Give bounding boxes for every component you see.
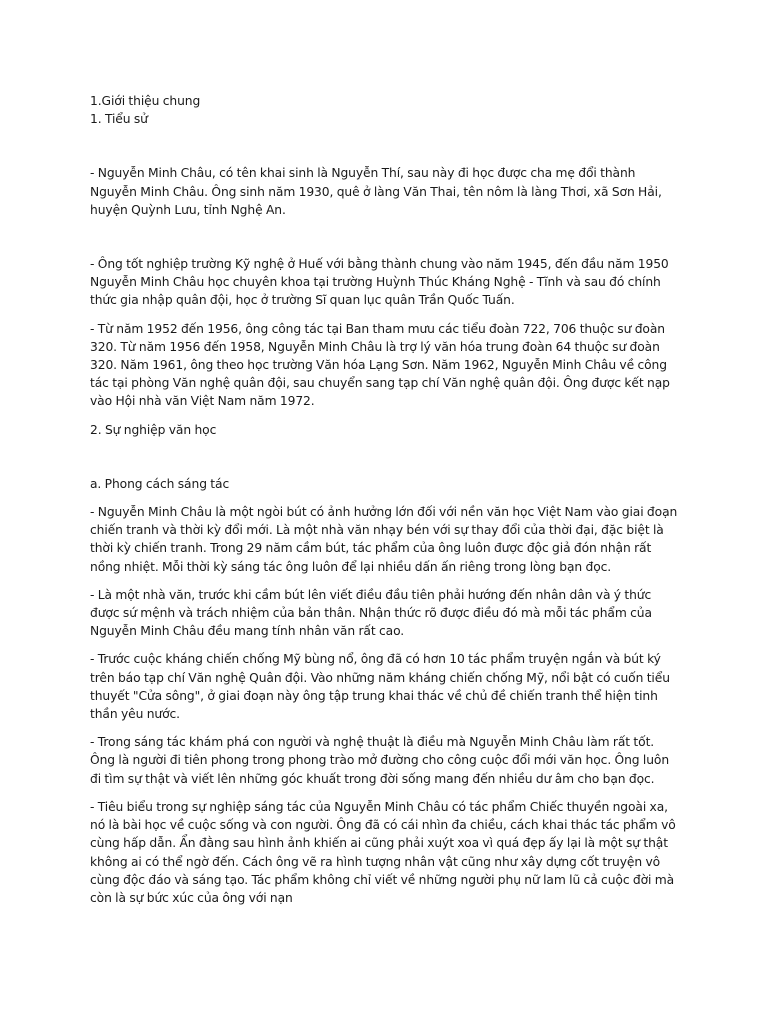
heading-literary-career: 2. Sự nghiệp văn học bbox=[90, 422, 217, 437]
paragraph-mission: - Là một nhà văn, trước khi cầm bút lên viết điều đầu tiên phải hướng đến nhân dân và ý thức được sứ mệnh và trách nhiệm của bản thân. Nhận thức rõ được điều đó mà mỗi tác phẩm của Nguyễn Minh Châu đều mang tính nhân văn rất cao. bbox=[90, 587, 652, 639]
paragraph-birth: - Nguyễn Minh Châu, có tên khai sinh là Nguyễn Thí, sau này đi học được cha mẹ đổi thành Nguyễn Minh Châu. Ông sinh năm 1930, quê ở làng Văn Thai, tên nôm là làng Thơi, xã Sơn Hải, huyện Quỳnh Lưu, tỉnh Nghệ An. bbox=[90, 166, 662, 217]
document-body bbox=[90, 92, 680, 907]
paragraph-education: - Ông tốt nghiệp trường Kỹ nghệ ở Huế với bằng thành chung vào năm 1945, đến đầu năm 1950 Nguyễn Minh Châu học chuyên khoa tại trường Huỳnh Thúc Kháng Nghệ - Tĩnh và sau đó chính thức gia nhập quân đội, học ở trường Sĩ quan lục quân Trần Quốc Tuấn. bbox=[90, 257, 669, 308]
paragraph-typical-work: - Tiêu biểu trong sự nghiệp sáng tác của Nguyễn Minh Châu có tác phẩm Chiếc thuyền ngoài xa, nó là bài học về cuộc sống và con người. Ông đã có cái nhìn đa chiều, cách khai thác tác phẩm vô cùng hấp dẫn. Ẩn đằng sau hình ảnh khiến ai cũng phải xuýt xoa vì quá đẹp ấy lại là một sự thật không ai có thể ngờ đến. Cách ông vẽ ra hình tượng nhân vật cũng như xây dựng cốt truyện vô cùng độc đáo và sáng tạo. Tác phẩm không chỉ viết về những người phụ nữ lam lũ cả cuộc đời mà còn là sự bức xúc của ông với nạn bbox=[90, 799, 676, 905]
heading-biography: 1. Tiểu sử bbox=[90, 112, 148, 127]
paragraph-military-career: - Từ năm 1952 đến 1956, ông công tác tại Ban tham mưu các tiểu đoàn 722, 706 thuộc sư đoàn 320. Từ năm 1956 đến 1958, Nguyễn Minh Châu là trợ lý văn hóa trung đoàn 64 thuộc sư đoàn 320. Năm 1961, ông theo học trường Văn hóa Lạng Sơn. Năm 1962, Nguyễn Minh Châu về công tác tại phòng Văn nghệ quân đội, sau chuyển sang tạp chí Văn nghệ quân đội. Ông được kết nạp vào Hội nhà văn Việt Nam năm 1972. bbox=[90, 321, 670, 409]
paragraph-war-works: - Trước cuộc kháng chiến chống Mỹ bùng nổ, ông đã có hơn 10 tác phẩm truyện ngắn và bút ký trên báo tạp chí Văn nghệ Quân đội. Vào những năm kháng chiến chống Mỹ, nổi bật có cuốn tiểu thuyết "Cửa sông", ở giai đoạn này ông tập trung khai thác về chủ đề chiến tranh thể hiện tinh thần yêu nước. bbox=[90, 652, 670, 722]
paragraph-art-exploration: - Trong sáng tác khám phá con người và nghệ thuật là điều mà Nguyễn Minh Châu làm rất tốt. Ông là người đi tiên phong trong phong trào mở đường cho công cuộc đổi mới văn học. Ông luôn đi tìm sự thật và viết lên những góc khuất trong đời sống mang đến nhiều dư âm cho bạn đọc. bbox=[90, 735, 670, 786]
paragraph-influence: - Nguyễn Minh Châu là một ngòi bút có ảnh hưởng lớn đối với nền văn học Việt Nam vào giai đoạn chiến tranh và thời kỳ đổi mới. Là một nhà văn nhạy bén với sự thay đổi của thời đại, đặc biệt là thời kỳ chiến tranh. Trong 29 năm cầm bút, tác phẩm của ông luôn được độc giả đón nhận rất nồng nhiệt. Mỗi thời kỳ sáng tác ông luôn để lại nhiều dấn ấn riêng trong lòng bạn đọc. bbox=[90, 505, 678, 574]
heading-writing-style: a. Phong cách sáng tác bbox=[90, 476, 230, 491]
heading-intro: 1.Giới thiệu chung bbox=[90, 94, 201, 108]
